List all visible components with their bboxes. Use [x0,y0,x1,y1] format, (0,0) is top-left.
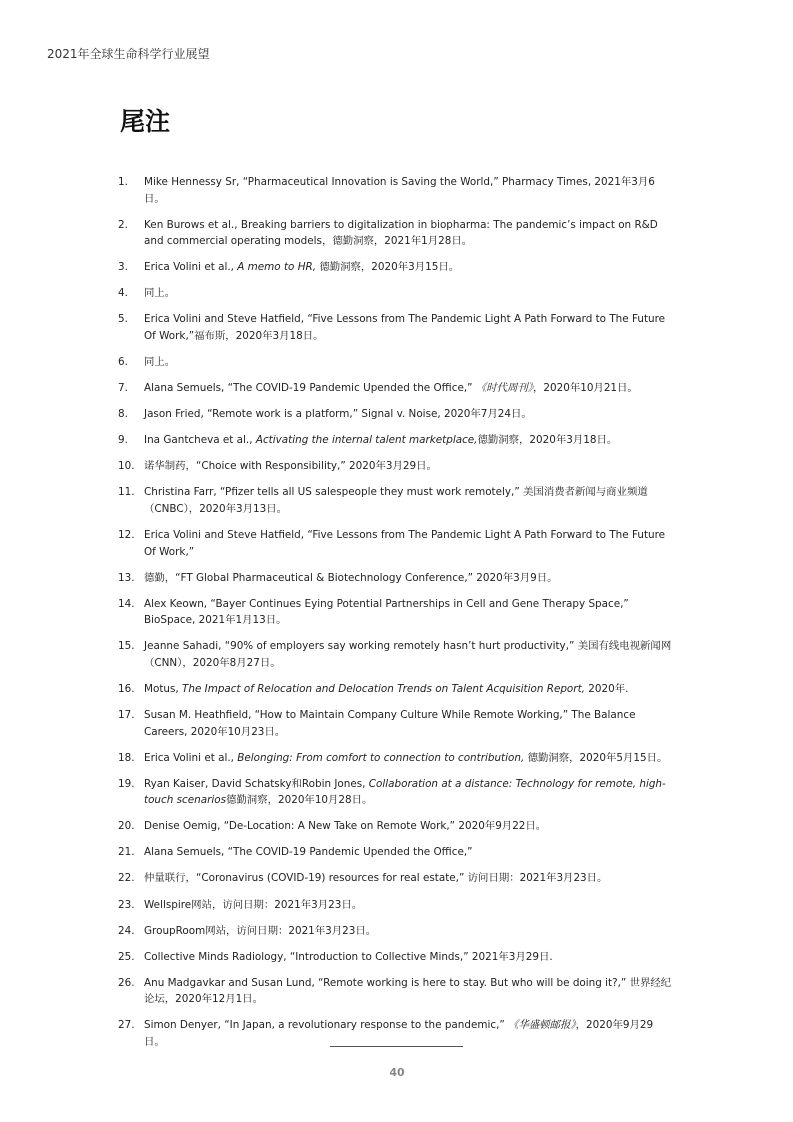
endnote-italic-title: Belonging: From comfort to connection to contribution, [237,751,525,764]
endnote-text-segment: Jason Fried, “Remote work is a platform,” Signal v. Noise, 2020年7月24日。 [144,408,532,421]
endnote-text-segment: Wellspire网站，访问日期：2021年3月23日。 [144,898,363,911]
endnote-text [144,217,673,250]
endnote-number: 9. [118,434,128,447]
endnote-number: 6. [118,355,128,368]
endnote-item [118,681,673,698]
endnote-number: 11. [118,486,135,499]
endnote-number: 24. [118,924,135,937]
endnote-text-segment: 德勤，“FT Global Pharmaceutical & Biotechnology Conference,” 2020年3月9日。 [144,571,558,584]
endnote-number: 1. [118,176,128,188]
endnote-number: 19. [118,777,135,790]
endnote-text-segment: Ina Gantcheva et al., [144,434,256,447]
endnote-text [144,570,673,587]
endnote-text-segment: 仲量联行，“Coronavirus (COVID-19) resources for real estate,” 访问日期：2021年3月23日。 [144,872,608,885]
endnote-item [118,776,673,809]
endnote-text [144,750,673,767]
endnote-item [118,975,673,1008]
endnote-number: 25. [118,950,135,963]
endnote-text-segment: 2020年. [584,682,629,695]
endnote-text-segment: GroupRoom网站，访问日期：2021年3月23日。 [144,924,377,937]
endnote-text-segment: 德勤洞察，2020年3月18日。 [477,434,618,447]
endnote-number: 5. [118,313,128,326]
endnote-text [144,380,673,397]
endnote-number: 8. [118,408,128,421]
endnote-number: 7. [118,382,128,395]
endnote-text-segment: 德勤洞察，2020年5月15日。 [524,751,668,764]
endnote-number: 21. [118,846,135,859]
endnote-text [144,174,673,207]
endnote-text-segment: Denise Oemig, “De-Location: A New Take on Remote Work,” 2020年9月22日。 [144,820,547,833]
endnote-italic-title: Activating the internal talent marketplace, [255,434,478,447]
endnote-item [118,596,673,629]
endnote-text [144,638,673,671]
endnote-text-segment: 德勤洞察，2020年10月28日。 [226,794,373,807]
endnote-text [144,707,673,740]
endnote-text [144,776,673,809]
endnote-italic-title: Collaboration at a distance: Technology for remote, high-touch scenarios [144,777,666,807]
endnote-item [118,750,673,767]
endnote-number: 12. [118,529,135,542]
endnote-item [118,174,673,207]
endnote-number: 10. [118,460,135,473]
endnote-item [118,570,673,587]
endnote-item [118,458,673,475]
endnote-number: 23. [118,898,135,911]
endnote-item [118,870,673,887]
endnote-item [118,406,673,423]
endnote-item [118,638,673,671]
endnote-text [144,285,673,302]
endnote-text-segment: Motus, [144,682,183,695]
endnote-number: 4. [118,287,128,300]
endnote-item [118,897,673,914]
endnote-text [144,527,673,560]
endnote-text-segment: Collective Minds Radiology, “Introduction to Collective Minds,” 2021年3月29日. [144,950,553,963]
endnote-number: 15. [118,640,135,653]
endnote-number: 3. [118,261,128,274]
endnote-text-segment: Mike Hennessy Sr, “Pharmaceutical Innovation is Saving the World,” Pharmacy Times, 2021年3月6日。 [144,176,655,205]
endnote-text-segment: Erica Volini and Steve Hatfield, “Five Lessons from The Pandemic Light A Path Forward to The Future Of Work,”福布斯，2020年3月18日。 [144,313,666,342]
footer-divider [330,1046,463,1047]
endnote-number: 2. [118,218,128,231]
endnote-text-segment: Simon Denyer, “In Japan, a revolutionary response to the pandemic,” [144,1019,509,1032]
endnote-number: 16. [118,682,135,695]
endnote-number: 13. [118,571,135,584]
endnote-text [144,406,673,423]
endnote-text-segment: Jeanne Sahadi, “90% of employers say working remotely hasn’t hurt productivity,” 美国有线电视新闻网（CNN），2020年8月27日。 [144,640,672,669]
endnote-italic-title: 《时代周刊》 [475,382,533,395]
page-number: 40 [389,1066,405,1079]
endnote-text [144,432,673,449]
endnote-text-segment: Erica Volini et al., [144,261,238,274]
endnote-text [144,596,673,629]
endnote-item [118,484,673,517]
endnote-text [144,458,673,475]
endnotes-list [118,174,673,1060]
endnote-text [144,484,673,517]
page-title: 尾注 [120,107,171,136]
endnote-text-segment: 德勤洞察，2020年3月15日。 [316,261,460,274]
endnote-text [144,975,673,1008]
endnote-number: 22. [118,872,135,885]
endnote-text-segment: Alex Keown, “Bayer Continues Eying Potential Partnerships in Cell and Gene Therapy Space,” BioSpace, 2021年1月13日。 [144,597,629,627]
endnote-italic-title: 《华盛顿邮报》 [508,1019,576,1032]
endnote-text [144,844,673,861]
endnote-text-segment: 诺华制药，“Choice with Responsibility,” 2020年3月29日。 [144,460,437,473]
endnote-item [118,354,673,371]
endnote-text-segment: Anu Madgavkar and Susan Lund, “Remote working is here to stay. But who will be doing it?,” 世界经纪论坛，2020年12月1日。 [144,976,672,1006]
endnote-text-segment: Ryan Kaiser, David Schatsky和Robin Jones, [144,777,369,790]
endnote-text [144,259,673,276]
endnote-text-segment: ，2020年10月21日。 [532,382,638,395]
endnote-number: 14. [118,597,135,610]
endnote-item [118,923,673,940]
endnote-italic-title: A memo to HR, [237,261,317,274]
endnote-text-segment: Erica Volini et al., [144,751,238,764]
endnote-text-segment: Alana Semuels, “The COVID-19 Pandemic Upended the Office,” [144,382,476,395]
endnote-text [144,949,673,966]
endnote-number: 18. [118,751,135,764]
endnote-text [144,923,673,940]
endnote-text-segment: Christina Farr, “Pfizer tells all US salespeople they must work remotely,” 美国消费者新闻与商业频道（CNBC），2020年3月13日。 [144,486,648,515]
endnote-number: 27. [118,1019,135,1032]
endnote-text-segment: 同上。 [144,287,176,300]
endnote-text-segment: Susan M. Heathfield, “How to Maintain Company Culture While Remote Working,” The Balance Careers, 2020年10月23日。 [144,709,636,738]
endnote-text [144,311,673,344]
endnote-item [118,432,673,449]
endnote-text [144,818,673,835]
endnote-text-segment: Erica Volini and Steve Hatfield, “Five Lessons from The Pandemic Light A Path Forward to The Future Of Work,” [144,529,666,558]
endnote-item [118,707,673,740]
endnote-item [118,844,673,861]
endnote-item [118,527,673,560]
endnote-number: 26. [118,976,135,989]
endnote-text [144,897,673,914]
endnote-item [118,311,673,344]
endnote-item [118,217,673,250]
endnote-text-segment: ，2020年9月29日。 [144,1019,654,1048]
endnote-item [118,285,673,302]
endnote-italic-title: The Impact of Relocation and Delocation Trends on Talent Acquisition Report, [182,682,585,695]
endnote-item [118,380,673,397]
endnote-item [118,949,673,966]
endnote-item [118,259,673,276]
endnote-text [144,681,673,698]
endnote-number: 17. [118,709,135,721]
endnote-text-segment: Ken Burows et al., Breaking barriers to digitalization in biopharma: The pandemic’s impact on R&D and commercial operating models，德勤洞察，2021年1月28日。 [144,218,658,248]
endnote-text [144,870,673,887]
endnote-text-segment: Alana Semuels, “The COVID-19 Pandemic Upended the Office,” [144,846,473,859]
endnote-text [144,354,673,371]
running-header: 2021年全球生命科学行业展望 [47,47,210,61]
endnote-number: 20. [118,820,135,833]
endnote-item [118,818,673,835]
endnote-text-segment: 同上。 [144,355,176,368]
